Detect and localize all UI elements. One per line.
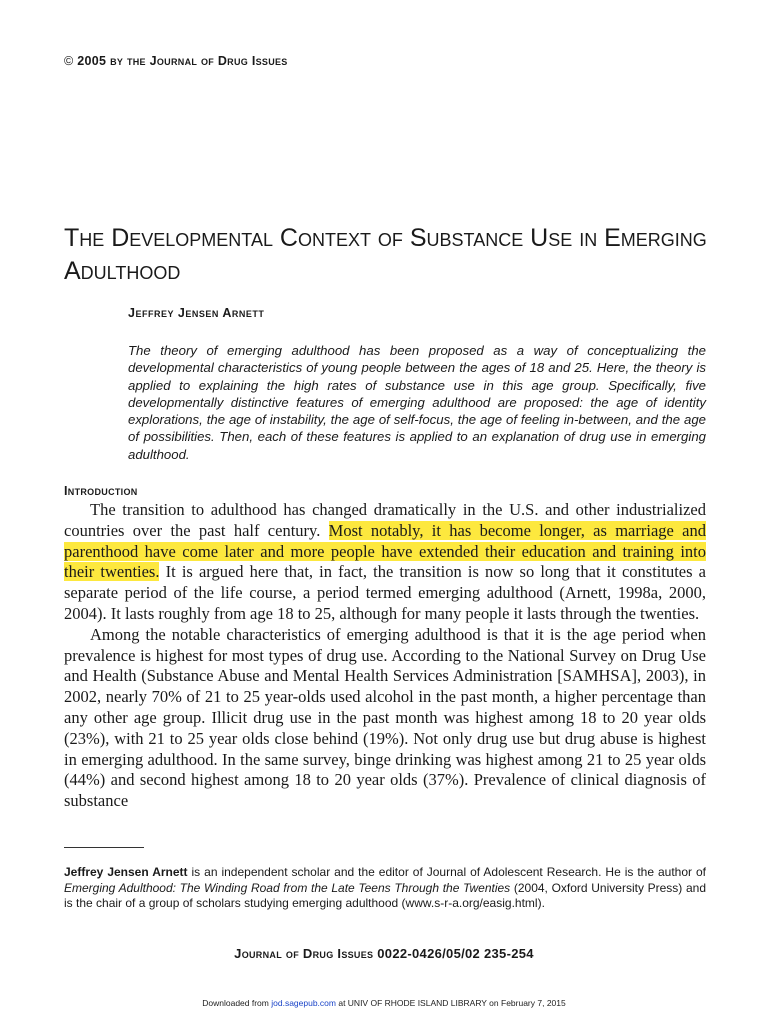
issn-pages: 0022-0426/05/02 235-254: [377, 946, 534, 961]
body-paragraph-2: Among the notable characteristics of emerging adulthood is that it is the age period when prevalence is highest for most types of drug use. According to the National Survey on Drug Use and Health (Substance Abuse and Mental Health Services Administration [SAMHSA], 2003), in 2002, nearly 70% of 21 to 25 year-olds used alcohol in the past month, a higher percentage than any other age group. Illicit drug use in the past month was highest among 18 to 20 year olds (23%), with 21 to 25 year olds close behind (19%). Not only drug use but drug abuse is highest in emerging adulthood. In the same survey, binge drinking was highest among 21 to 25 year olds (44%) and second highest among 18 to 20 year olds (37%). Prevalence of clinical diagnosis of substance: [64, 624, 706, 811]
download-note: [0, 998, 768, 1008]
download-prefix: Downloaded from: [202, 998, 272, 1008]
footnote-divider: [64, 847, 144, 848]
download-suffix: at UNIV OF RHODE ISLAND LIBRARY on February 7, 2015: [335, 998, 566, 1008]
author-footnote: [64, 865, 706, 912]
highlighted-passage: Most notably, it has become longer, as marriage and parenthood have come later and more people have extended their education and training into their twenties.: [64, 520, 706, 582]
article-title: The Developmental Context of Substance Use in Emerging Adulthood: [64, 224, 707, 285]
abstract: The theory of emerging adulthood has been proposed as a way of conceptualizing the developmental characteristics of young people between the ages of 18 and 25. Here, the theory is applied to explaining the high rates of substance use in this age group. Specifically, five developmentally distinctive features of emerging adulthood are proposed: the age of identity explorations, the age of instability, the age of self-focus, the age of feeling in-between, and the age of possibilities. Then, each of these features is applied to an explanation of drug use in emerging adulthood.: [128, 343, 706, 462]
copyright-symbol: ©: [64, 54, 74, 68]
footnote-book-title: Emerging Adulthood: The Winding Road from the Late Teens Through the Twenties: [64, 880, 511, 895]
journal-footer: [0, 946, 768, 961]
article-body: [64, 500, 706, 812]
paragraph-1-text-before: The transition to adulthood has changed dramatically in the U.S. and other industrialized countries over the past half century.: [64, 500, 706, 540]
footnote-author-name: Jeffrey Jensen Arnett: [64, 865, 188, 879]
paragraph-1-text-after: It is argued here that, in fact, the transition is now so long that it constitutes a separate period of the life course, a period termed emerging adulthood (Arnett, 1998a, 2000, 2004). It lasts roughly from age 18 to 25, although for many people it lasts through the twenties.: [64, 562, 706, 623]
section-heading-introduction: Introduction: [64, 484, 138, 498]
copyright-text: 2005 by the Journal of Drug Issues: [77, 54, 288, 68]
journal-name: Journal of Drug Issues: [234, 946, 374, 961]
footnote-text-1: is an independent scholar and the editor of Journal of Adolescent Research. He is the author of: [187, 865, 706, 879]
footnote-text-2: (2004, Oxford University Press) and is the chair of a group of scholars studying emerging adulthood (www.s-r-a.org/easig.html).: [64, 880, 706, 911]
copyright-line: [64, 54, 288, 68]
author-name: Jeffrey Jensen Arnett: [128, 306, 265, 320]
download-link[interactable]: jod.sagepub.com: [271, 998, 336, 1008]
body-paragraph-1: [64, 500, 706, 625]
